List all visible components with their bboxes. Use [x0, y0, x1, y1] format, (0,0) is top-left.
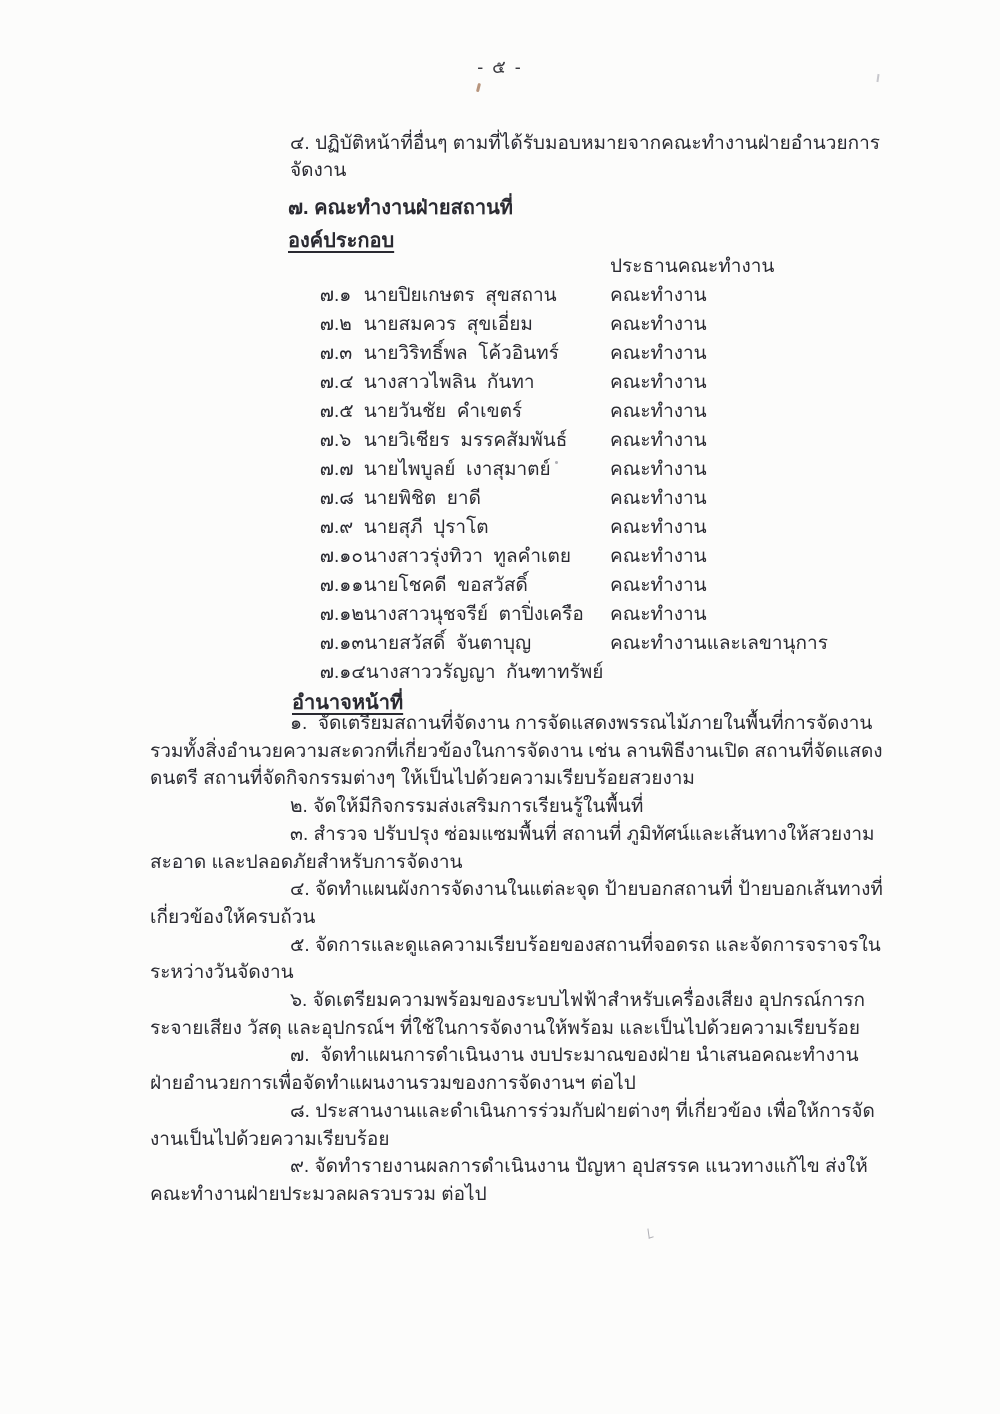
member-role: คณะทำงาน — [610, 430, 707, 451]
member-role: คณะทำงาน — [610, 285, 707, 306]
member-name: นายไพบูลย์ เงาสุมาตย์ — [363, 459, 551, 480]
section-title: ๗. คณะทำงานฝ่ายสถานที่ — [288, 197, 513, 219]
scan-artifact — [476, 83, 481, 92]
duties-heading: อำนาจหน้าที่ — [292, 692, 404, 714]
member-row — [288, 252, 888, 306]
member-number: ๗.๒ — [319, 314, 352, 335]
member-name: นางสาวนุชจรีย์ ตาปิ่งเครือ — [363, 604, 584, 625]
member-row — [288, 484, 888, 538]
member-row — [288, 542, 888, 596]
member-number: ๗.๖ — [319, 430, 352, 451]
member-row — [288, 455, 888, 509]
composition-heading: องค์ประกอบ — [288, 230, 395, 252]
member-role: คณะทำงานและเลขานุการ — [610, 633, 828, 654]
member-row — [288, 397, 888, 451]
member-row — [288, 339, 888, 393]
member-name: นายโชคดี ขอสวัสดิ์ — [363, 575, 528, 596]
member-role: คณะทำงาน — [610, 517, 707, 538]
member-role: คณะทำงาน — [610, 372, 707, 393]
member-name: นายวันชัย คำเขตร์ — [363, 401, 523, 422]
duty-item: ๘. ประสานงานและดำเนินการร่วมกับฝ่ายต่างๆ ที่เกี่ยวข้อง เพื่อให้การจัดงานเป็นไปด้วยความเรียบร้อย — [150, 1100, 875, 1150]
member-number: ๗.๑๑ — [319, 575, 364, 596]
member-name: นายสุภี ปุราโต — [363, 517, 489, 538]
member-number: ๗.๑๐ — [319, 546, 363, 567]
member-role: คณะทำงาน — [610, 604, 707, 625]
member-number: ๗.๘ — [319, 488, 354, 509]
member-number: ๗.๔ — [319, 372, 354, 393]
member-role: คณะทำงาน — [610, 314, 707, 335]
member-number: ๗.๓ — [319, 343, 353, 364]
duty-item: ๔. จัดทำแผนผังการจัดงานในแต่ละจุด ป้ายบอกสถานที่ ป้ายบอกเส้นทางที่เกี่ยวข้องให้ครบถ้วน — [150, 879, 883, 928]
member-name: นายสวัสดิ์ จันตาบุญ — [364, 633, 532, 654]
duty-item: ๗. จัดทำแผนการดำเนินงาน งบประมาณของฝ่าย นำเสนอคณะทำงานฝ่ายอำนวยการเพื่อจัดทำแผนงานรวมของการจัดงานฯ ต่อไป — [150, 1045, 859, 1095]
duty-item: ๙. จัดทำรายงานผลการดำเนินงาน ปัญหา อุปสรรค แนวทางแก้ไข ส่งให้คณะทำงานฝ่ายประมวลผลรวบรวม ต่อไป — [150, 1156, 868, 1205]
member-row — [288, 310, 888, 364]
duties-list — [150, 710, 884, 1209]
member-number: ๗.๕ — [319, 401, 354, 422]
member-row — [288, 368, 888, 422]
member-role: คณะทำงาน — [610, 575, 707, 596]
member-name: นายวิเชียร มรรคสัมพันธ์ — [363, 430, 568, 451]
member-row — [288, 281, 888, 335]
intro-item: ๔. ปฏิบัติหน้าที่อื่นๆ ตามที่ได้รับมอบหมายจากคณะทำงานฝ่ายอำนวยการจัดงาน — [290, 133, 880, 181]
member-name: นางสาววรัญญา กันฑาทรัพย์ — [365, 662, 604, 683]
member-name: นายสมควร สุขเอี่ยม — [363, 314, 533, 335]
member-role: คณะทำงาน — [610, 546, 707, 567]
member-row — [288, 426, 888, 480]
member-row — [288, 571, 888, 625]
member-row — [288, 629, 888, 683]
member-role: คณะทำงาน — [610, 343, 707, 364]
member-name: นายพิชิต ยาดี — [363, 488, 481, 509]
member-number: ๗.๑๒ — [319, 604, 364, 625]
member-role: คณะทำงาน — [610, 401, 707, 422]
member-number: ๗.๑๓ — [319, 633, 365, 654]
member-name: นายวิริทธิ์พล โค้วอินทร์ — [363, 343, 559, 364]
member-name: นายปิยเกษตร สุขสถาน — [363, 285, 557, 306]
scan-artifact — [647, 1227, 653, 1239]
member-role: คณะทำงาน — [610, 459, 707, 480]
member-number: ๗.๑ — [319, 285, 352, 306]
duty-item: ๑. จัดเตรียมสถานที่จัดงาน การจัดแสดงพรรณไม้ภายในพื้นที่การจัดงาน รวมทั้งสิ่งอำนวยความสะดวกที่เกี่ยวข้องในการจัดงาน เช่น ลานพิธีงานเปิด สถานที่จัดแสดงดนตรี สถานที่จัดกิจกรรมต่างๆ ให้เป็นไปด้วยความเรียบร้อยสวยงาม — [150, 713, 883, 790]
duty-item: ๒. จัดให้มีกิจกรรมส่งเสริมการเรียนรู้ในพื้นที่ — [290, 796, 644, 818]
member-number: ๗.๙ — [319, 517, 354, 538]
member-name: นางสาวรุ่งทิวา ทูลคำเตย — [363, 546, 571, 567]
member-role: ประธานคณะทำงาน — [610, 256, 775, 277]
duty-item: ๕. จัดการและดูแลความเรียบร้อยของสถานที่จอดรถ และจัดการจราจรในระหว่างวันจัดงาน — [150, 934, 881, 984]
members-list — [288, 252, 888, 683]
duty-item: ๓. สำรวจ ปรับปรุง ซ่อมแซมพื้นที่ สถานที่ ภูมิทัศน์และเส้นทางให้สวยงาม สะอาด และปลอดภัยสำหรับการจัดงาน — [150, 823, 880, 873]
duty-item: ๖. จัดเตรียมความพร้อมของระบบไฟฟ้าสำหรับเครื่องเสียง อุปกรณ์การกระจายเสียง วัสดุ และอุปกรณ์ฯ ที่ใช้ในการจัดงานให้พร้อม และเป็นไปด้วยความเรียบร้อย — [150, 990, 865, 1039]
member-number: ๗.๗ — [319, 459, 354, 480]
page-number: - ๕ - — [477, 57, 523, 77]
member-number: ๗.๑๔ — [319, 662, 366, 683]
member-row — [288, 513, 888, 567]
member-name: นางสาวไพลิน กันทา — [363, 372, 535, 393]
member-role: คณะทำงาน — [610, 488, 707, 509]
